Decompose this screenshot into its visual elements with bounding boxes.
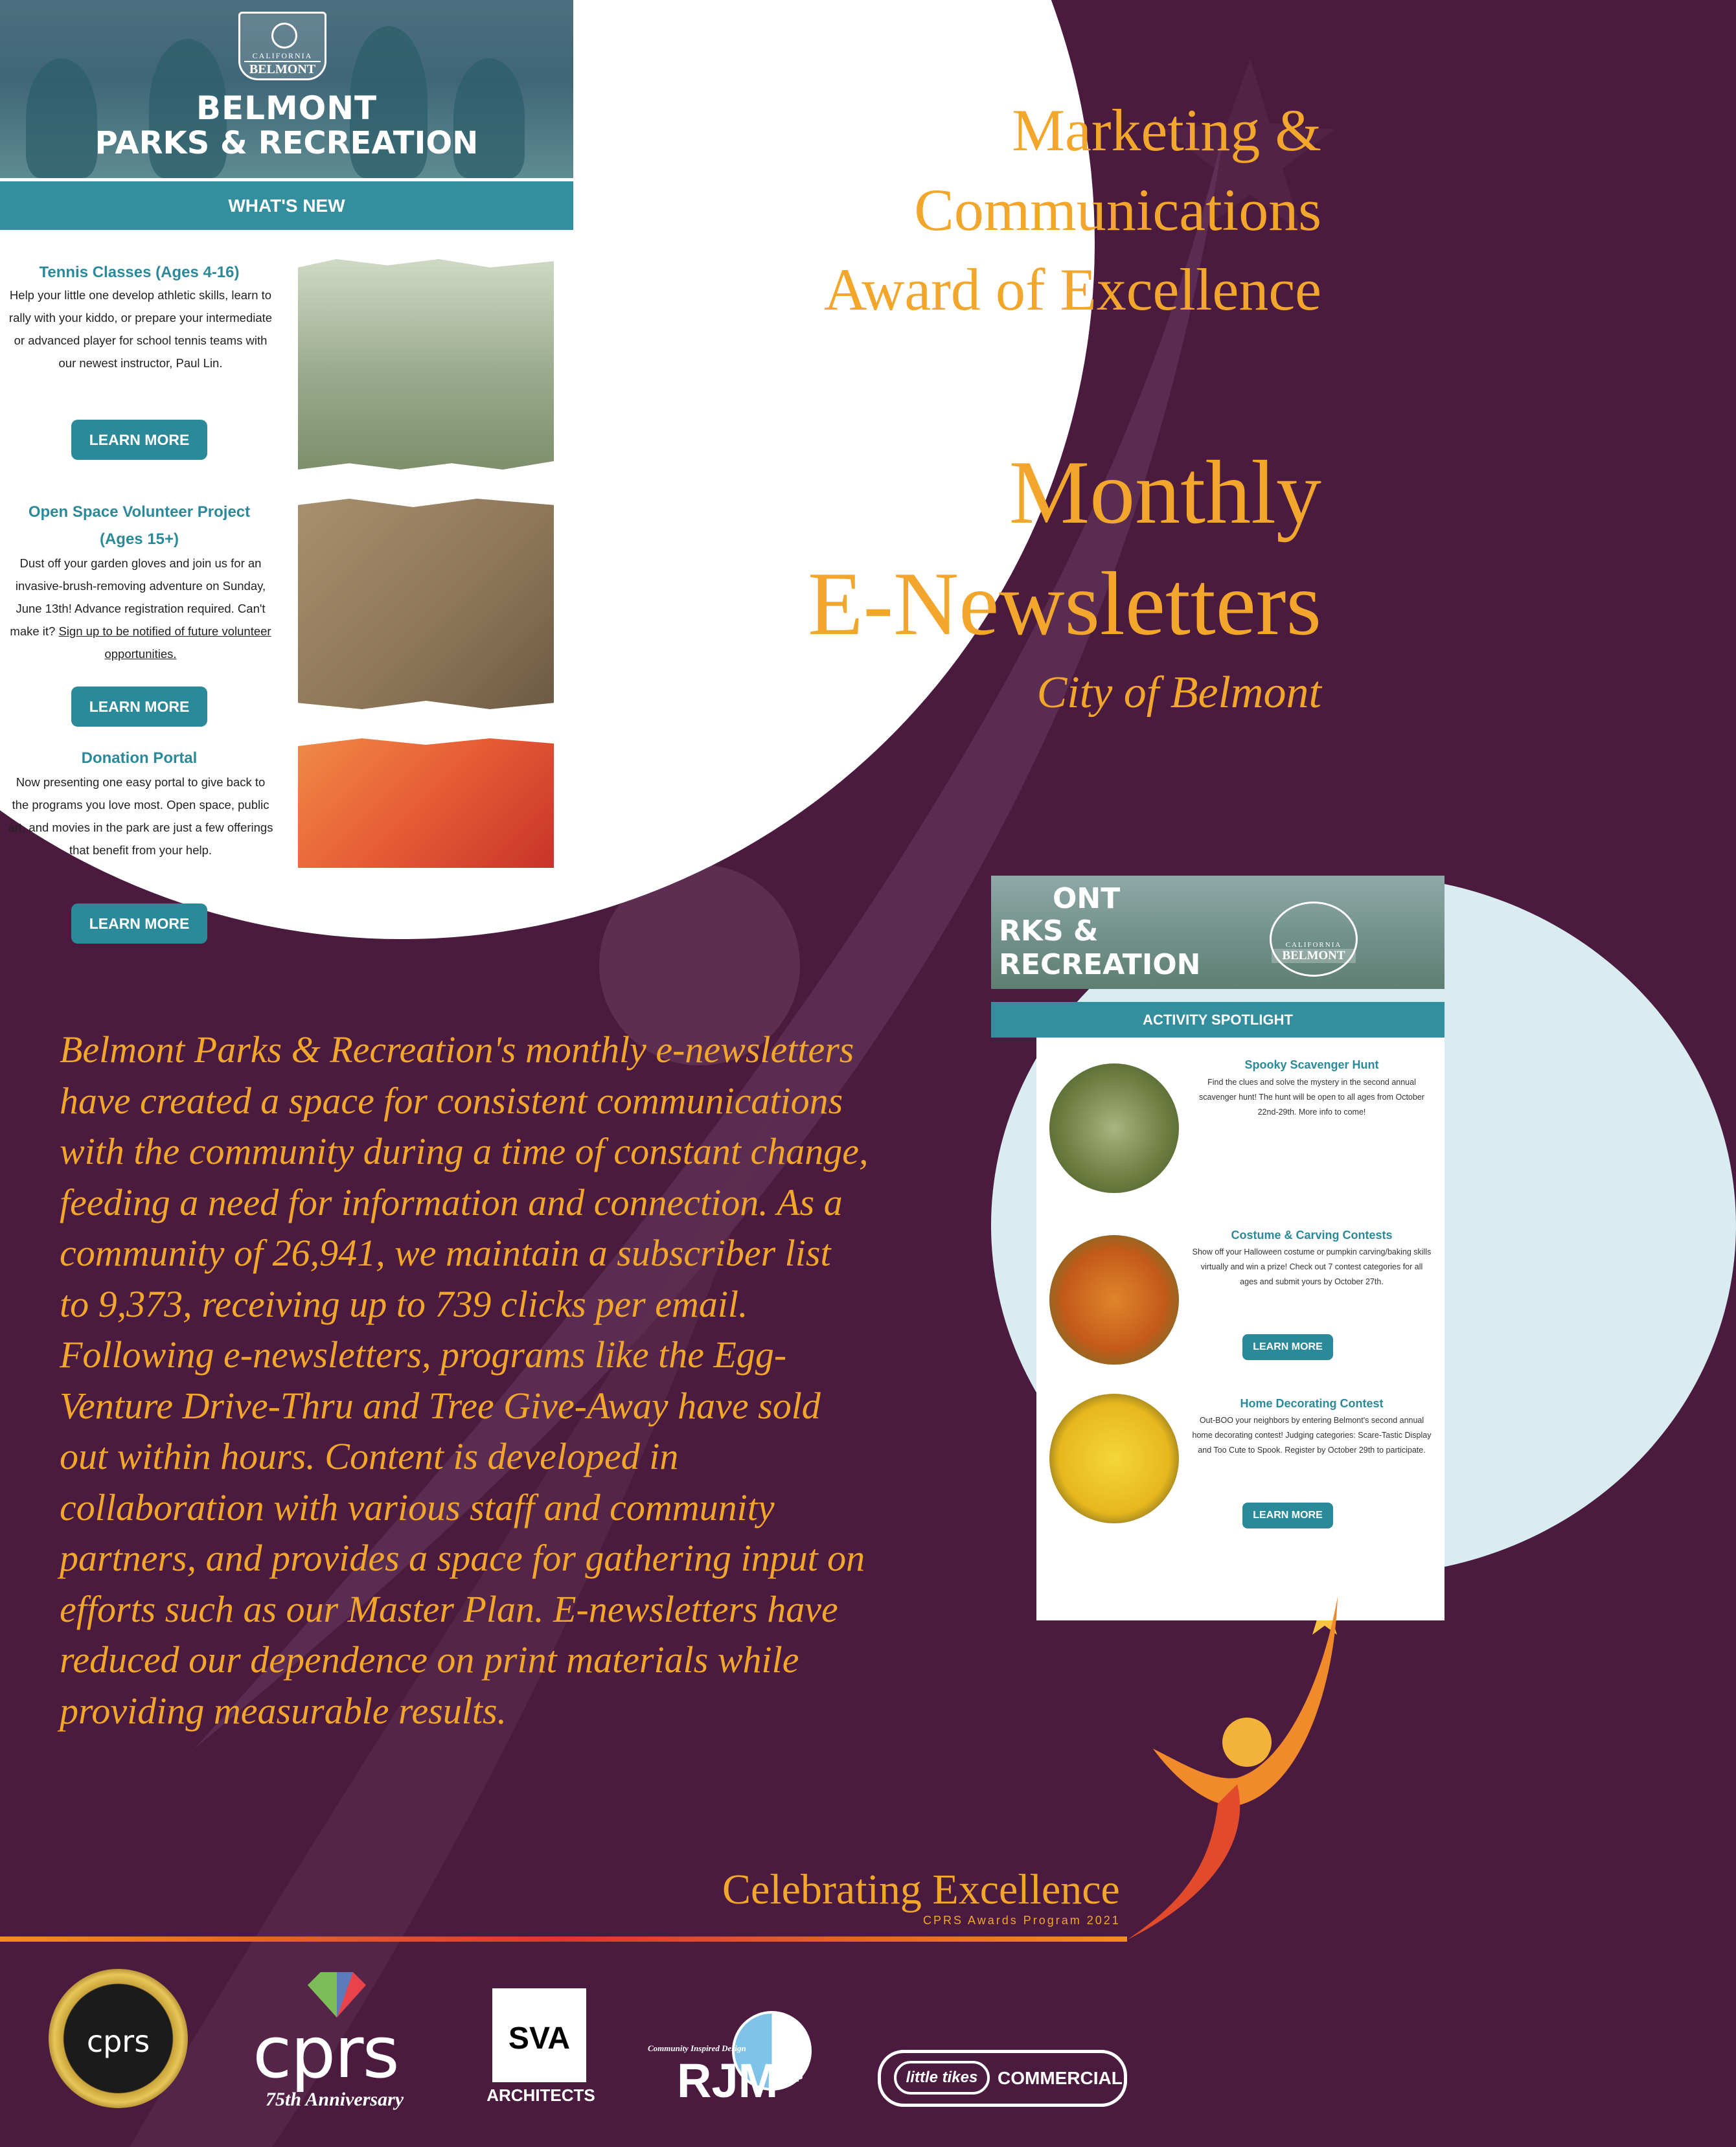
newsletter-title-line2: PARKS & RECREATION [95,125,479,161]
costume-body: Show off your Halloween costume or pumpkin carving/baking skills virtually and win a prize! Check out 7 contest categories for all ages and submit yours by October 27th. [1192,1247,1432,1286]
learn-more-button-decorating[interactable]: LEARN MORE [1242,1503,1333,1528]
pumpkin-illustration [1049,1235,1179,1365]
learn-more-button-donation[interactable]: LEARN MORE [71,903,207,944]
scavenger-illustration [1049,1063,1179,1193]
awards-program-label: CPRS Awards Program 2021 [923,1914,1121,1927]
donation-photo [298,738,554,868]
tennis-body: Help your little one develop athletic skills, learn to rally with your kiddo, or prepare your intermediate or advanced player for school tennis teams with our newest instructor, Paul Lin. [8,288,273,370]
activity-spotlight-bar: ACTIVITY SPOTLIGHT [991,1002,1445,1038]
cprs-75th-logo: cprs 75th Anniversary [246,1972,421,2108]
sva-architects-logo: SVA [492,1988,586,2082]
description-paragraph: Belmont Parks & Recreation's monthly e-newsletters have created a space for consistent communications with the community during a time of constant change, feeding a need for information and connection. As a community of 26,941, we maintain a subscriber list to 9,373, receiving up to 739 clicks per email. Following e-newsletters, programs like the Egg-Venture Drive-Thru and Tree Give-Away have sold out within hours. Content is developed in collaboration with various staff and community partners, and provides a space for gathering input on efforts such as our Master Plan. E-newsletters have reduced our dependence on print materials while providing measurable results. [60,1028,869,1732]
volunteer-title-line2: (Ages 15+) [99,530,179,548]
newsletter-header-photo [0,0,573,178]
city-subtitle: City of Belmont [1036,668,1321,718]
little-tikes-commercial-logo: little tikes COMMERCIAL [878,2050,1127,2107]
award-of-excellence-seal: cprs [49,1969,188,2108]
belmont-logo-small: CALIFORNIA BELMONT [1270,902,1358,977]
award-heading: Marketing & Communications Award of Excellence [823,97,1321,323]
celebrating-figure-icon [1140,1590,1364,1953]
home-decorating-body: Out-BOO your neighbors by entering Belmont's second annual home decorating contest! Judging categories: Scare-Tastic Display and Too Cute to Spook. Register by October 29th to participate. [1192,1416,1432,1455]
learn-more-button-costume[interactable]: LEARN MORE [1242,1334,1333,1360]
page-title: Monthly E-Newsletters [807,442,1321,654]
home-decorating-title: Home Decorating Contest [1240,1397,1384,1410]
volunteer-body: Dust off your garden gloves and join us for an invasive-brush-removing adventure on Sunday, June 13th! Advance registration required. Can't make it? Sign up to be notified of future volunteer opportunities. [10,556,271,661]
newsletter-title-line1: BELMONT [196,89,378,127]
sva-architects-label: ARCHITECTS [486,2085,595,2105]
donation-title: Donation Portal [81,749,198,767]
scavenger-title: Spooky Scavenger Hunt [1244,1058,1379,1071]
haunted-house-illustration [1049,1394,1179,1523]
celebrating-excellence: Celebrating Excellence [722,1866,1120,1913]
belmont-logo: CALIFORNIA BELMONT [238,12,326,80]
tennis-photo [298,259,554,470]
volunteer-signup-link[interactable]: Sign up to be notified of future volunteer opportunities. [58,624,271,661]
whats-new-bar: WHAT'S NEW [0,181,573,230]
tennis-title: Tennis Classes (Ages 4-16) [39,264,240,281]
spotlight-header-photo: ONT RKS & RECREATION CALIFORNIA BELMONT [991,876,1445,989]
garden-gloves-photo [298,499,554,709]
spotlight-preview-circle [991,876,1736,1575]
volunteer-title-line1: Open Space Volunteer Project [28,503,251,521]
footer-divider [0,1937,1127,1942]
costume-title: Costume & Carving Contests [1231,1229,1393,1242]
scavenger-body: Find the clues and solve the mystery in the second annual scavenger hunt! The hunt will be open to all ages from October 22nd-29th. More info to come! [1199,1078,1424,1117]
learn-more-button-tennis[interactable]: LEARN MORE [71,420,207,460]
learn-more-button-volunteer[interactable]: LEARN MORE [71,687,207,727]
rjm-design-group-logo: Community Inspired Design RJM DESIGN GROUP [648,1972,816,2108]
donation-body: Now presenting one easy portal to give back to the programs you love most. Open space, public art, and movies in the park are just a few offerings that benefit from your help. [8,775,273,857]
